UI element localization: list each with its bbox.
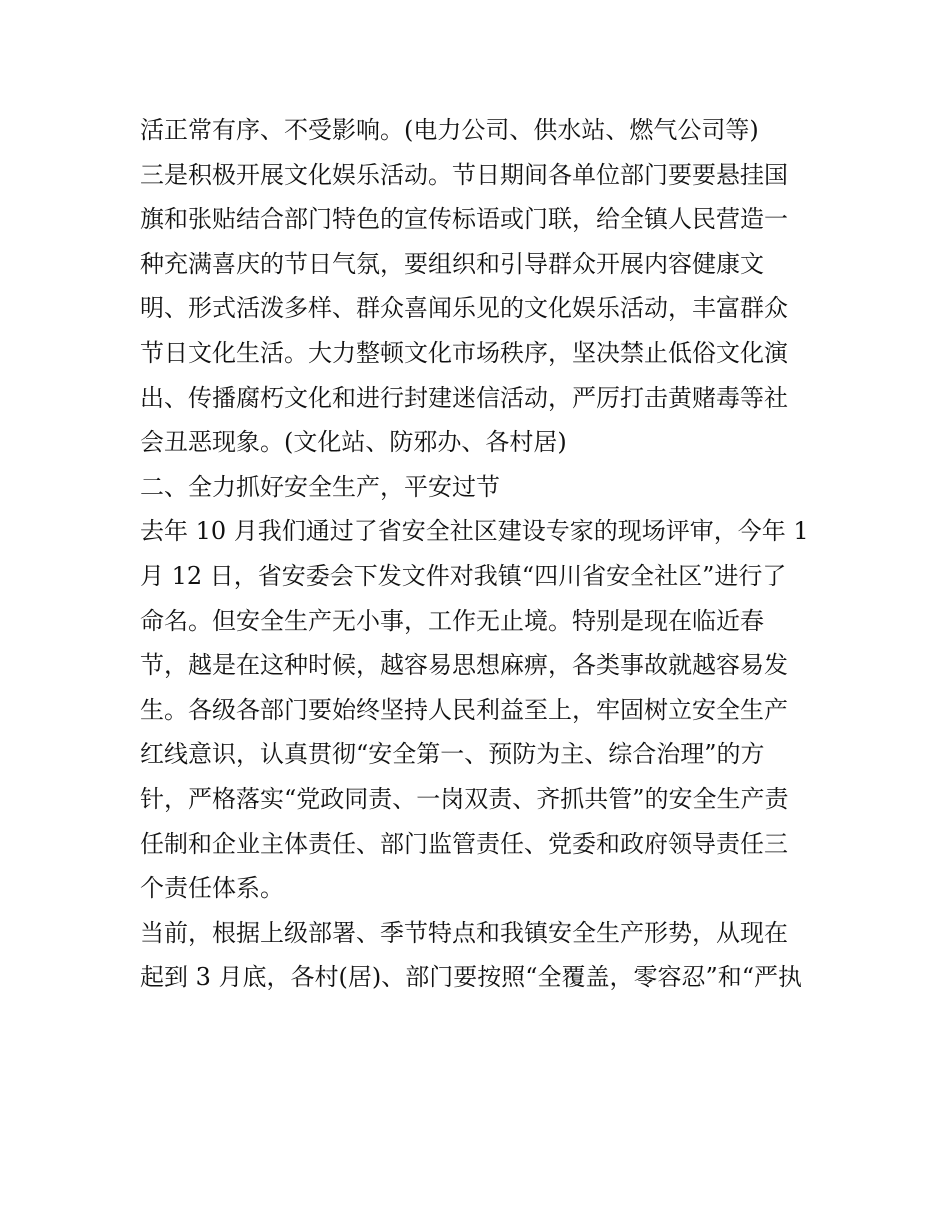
- text-line: 红线意识，认真贯彻“安全第一、预防为主、综合治理”的方: [140, 740, 765, 769]
- text-line: 命名。但安全生产无小事，工作无止境。特别是现在临近春: [140, 606, 764, 635]
- text-line: 会丑恶现象。(文化站、防邪办、各村居): [140, 428, 567, 457]
- text-line: 节日文化生活。大力整顿文化市场秩序，坚决禁止低俗文化演: [140, 338, 788, 367]
- text-line: 月 12 日，省安委会下发文件对我镇“四川省安全社区”进行了: [140, 561, 787, 590]
- text-line: 针，严格落实“党政同责、一岗双责、齐抓共管”的安全生产责: [140, 784, 789, 813]
- text-line: 节，越是在这种时候，越容易思想麻痹，各类事故就越容易发: [140, 651, 788, 680]
- text-line: 种充满喜庆的节日气氛，要组织和引导群众开展内容健康文: [140, 249, 764, 278]
- text-line: 旗和张贴结合部门特色的宣传标语或门联，给全镇人民营造一: [140, 205, 788, 234]
- text-line: 去年 10 月我们通过了省安全社区建设专家的现场评审，今年 1: [140, 517, 809, 546]
- text-line: 起到 3 月底，各村(居)、部门要按照“全覆盖，零容忍”和“严执: [140, 963, 803, 992]
- text-line: 当前，根据上级部署、季节特点和我镇安全生产形势，从现在: [140, 918, 788, 947]
- text-line: 三是积极开展文化娱乐活动。节日期间各单位部门要要悬挂国: [140, 160, 788, 189]
- text-line: 生。各级各部门要始终坚持人民利益至上，牢固树立安全生产: [140, 695, 788, 724]
- text-line: 活正常有序、不受影响。(电力公司、供水站、燃气公司等): [140, 116, 759, 144]
- section-heading: 二、全力抓好安全生产，平安过节: [140, 472, 500, 501]
- text-line: 个责任体系。: [140, 874, 284, 903]
- text-line: 任制和企业主体责任、部门监管责任、党委和政府领导责任三: [140, 829, 788, 858]
- text-line: 明、形式活泼多样、群众喜闻乐见的文化娱乐活动，丰富群众: [140, 294, 788, 323]
- document-body: [140, 108, 820, 1000]
- text-line: 出、传播腐朽文化和进行封建迷信活动，严厉打击黄赌毒等社: [140, 383, 788, 412]
